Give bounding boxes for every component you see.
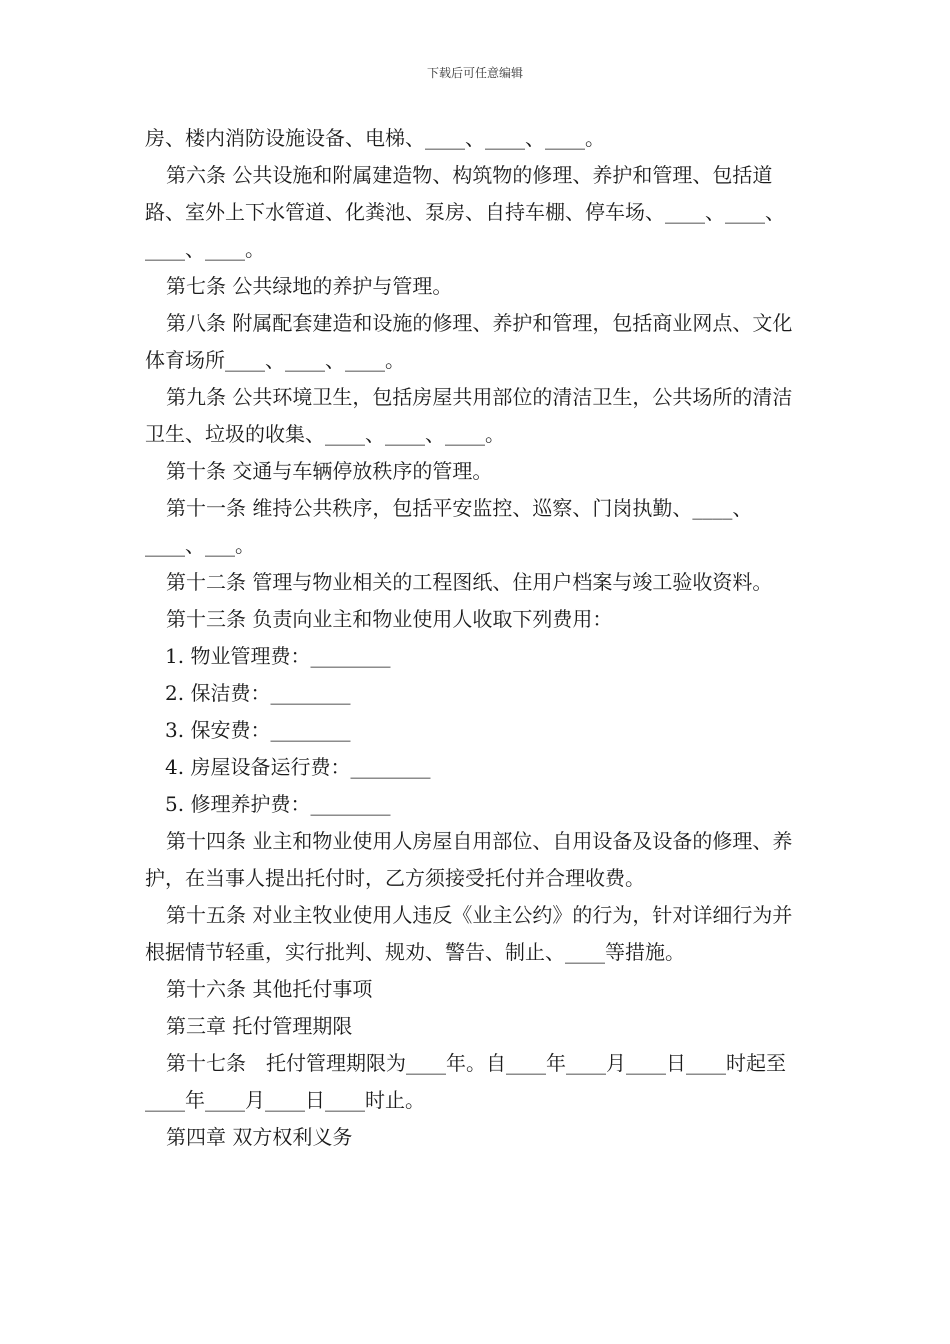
article-15: 第十五条 对业主牧业使用人违反《业主公约》的行为，针对详细行为并根据情节轻重，实行批判、规劝、警告、制止、____等措施。 (145, 903, 793, 964)
article-12: 第十二条 管理与物业相关的工程图纸、住用户档案与竣工验收资料。 (166, 570, 773, 594)
article-10: 第十条 交通与车辆停放秩序的管理。 (166, 459, 493, 483)
chapter-4-heading: 第四章 双方权利义务 (166, 1125, 353, 1149)
page-header: 下载后可任意编辑 (426, 66, 523, 80)
article-11: 第十一条 维持公共秩序，包括平安监控、巡察、门岗执勤、____、____、___。 (145, 496, 753, 557)
article-7: 第七条 公共绿地的养护与管理。 (166, 274, 453, 298)
fee-item-equipment: 4. 房屋设备运行费：________ (165, 755, 431, 779)
article-14: 第十四条 业主和物业使用人房屋自用部位、自用设备及设备的修理、养护，在当事人提出托付时，乙方须接受托付并合理收费。 (145, 829, 793, 890)
fee-item-cleaning: 2. 保洁费：________ (165, 681, 351, 705)
fee-item-maintenance: 5. 修理养护费：________ (165, 792, 391, 816)
article-13: 第十三条 负责向业主和物业使用人收取下列费用： (166, 607, 613, 631)
fee-item-security: 3. 保安费：________ (165, 718, 351, 742)
article-17: 第十七条 托付管理期限为____年。自____年____月____日____时起至____年____月____日____时止。 (145, 1051, 786, 1112)
article-9: 第九条 公共环境卫生，包括房屋共用部位的清洁卫生，公共场所的清洁卫生、垃圾的收集、____、____、____。 (145, 385, 793, 446)
article-8: 第八条 附属配套建造和设施的修理、养护和管理，包括商业网点、文化体育场所____、____、____。 (145, 311, 793, 372)
article-16: 第十六条 其他托付事项 (166, 977, 373, 1001)
chapter-3-heading: 第三章 托付管理期限 (166, 1014, 353, 1038)
document-body (145, 120, 810, 1156)
paragraph: 房、楼内消防设施设备、电梯、____、____、____。 (145, 126, 605, 150)
article-6: 第六条 公共设施和附属建造物、构筑物的修理、养护和管理、包括道路、室外上下水管道、化粪池、泵房、自持车棚、停车场、____、____、____、____。 (145, 163, 785, 261)
fee-item-management: 1. 物业管理费：________ (165, 644, 391, 668)
